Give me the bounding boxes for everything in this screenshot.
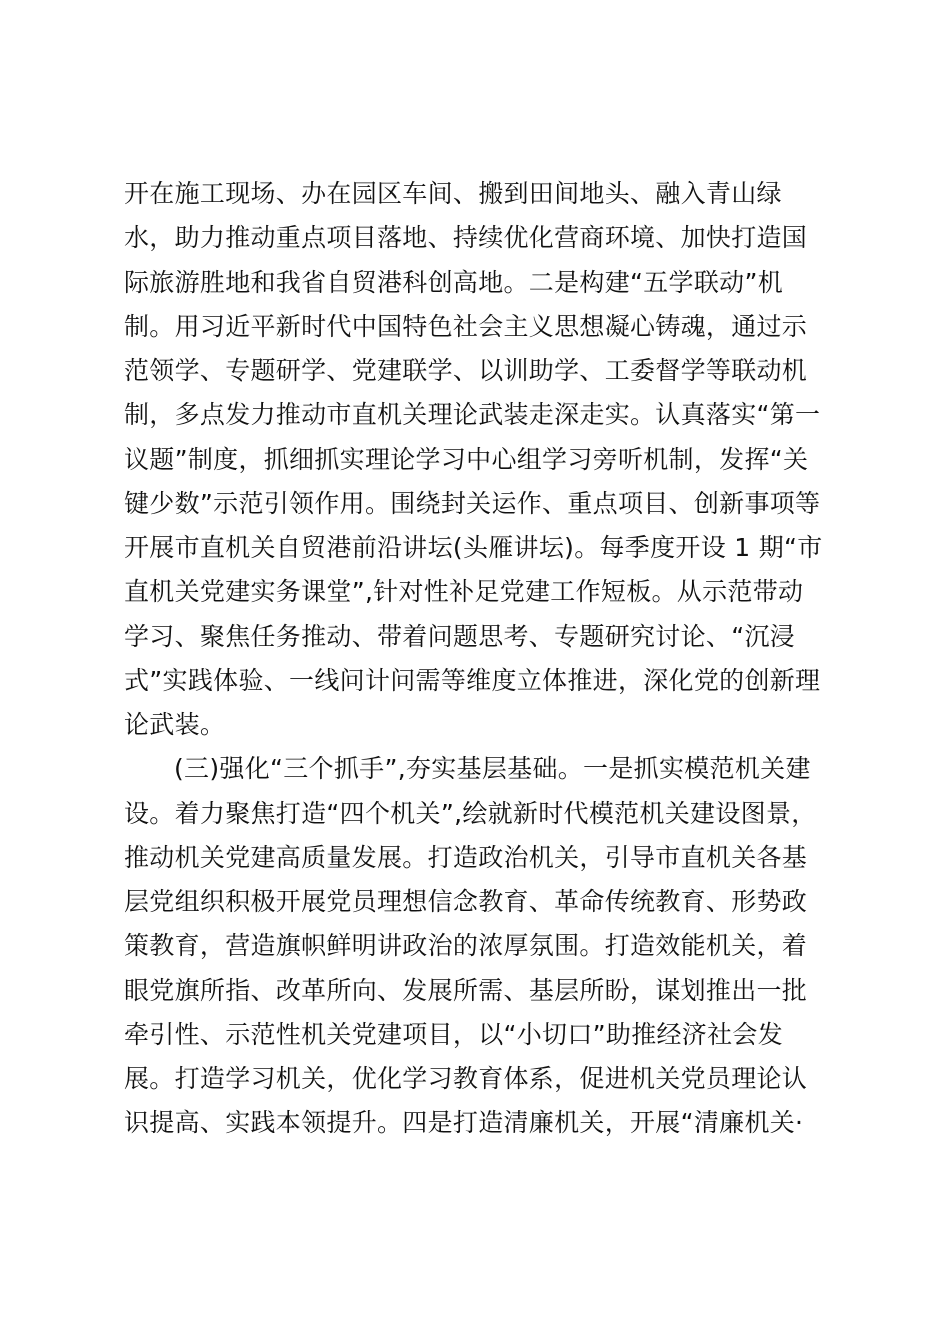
text-line-17: 层党组织积极开展党员理想信念教育、革命传统教育、形势政 [124, 887, 808, 916]
text-line-18: 策教育，营造旗帜鲜明讲政治的浓厚氛围。打造效能机关，着 [124, 931, 808, 961]
text-line-7: 议题”制度，抓细抓实理论学习中心组学习旁听机制，发挥“关 [124, 444, 809, 474]
text-line-19: 眼党旗所指、改革所向、发展所需、基层所盼，谋划推出一批 [124, 975, 808, 1005]
text-line-4: 制。用习近平新时代中国特色社会主义思想凝心铸魂，通过示 [124, 311, 808, 341]
text-line-21: 展。打造学习机关，优化学习教育体系，促进机关党员理论认 [124, 1064, 808, 1093]
text-line-12: 式”实践体验、一线问计问需等维度立体推进，深化党的创新理 [124, 665, 821, 695]
text-line-3: 际旅游胜地和我省自贸港科创高地。二是构建“五学联动”机 [124, 267, 784, 297]
text-line-1: 开在施工现场、办在园区车间、搬到田间地头、融入青山绿 [124, 179, 782, 208]
body-text [124, 172, 844, 1146]
text-line-22: 识提高、实践本领提升。四是打造清廉机关，开展“清廉机关· [124, 1108, 804, 1138]
text-line-11: 学习、聚焦任务推动、带着问题思考、专题研究讨论、“沉浸 [124, 621, 796, 651]
text-line-8: 键少数”示范引领作用。围绕封关运作、重点项目、创新事项等 [124, 488, 821, 518]
text-line-15: 设。着力聚焦打造“四个机关”,绘就新时代模范机关建设图景， [124, 798, 817, 828]
text-line-10: 直机关党建实务课堂”,针对性补足党建工作短板。从示范带动 [124, 577, 804, 607]
text-line-2: 水，助力推动重点项目落地、持续优化营商环境、加快打造国 [124, 223, 808, 253]
text-line-16: 推动机关党建高质量发展。打造政治机关，引导市直机关各基 [124, 842, 808, 872]
text-line-5: 范领学、专题研学、党建联学、以训助学、工委督学等联动机 [124, 356, 808, 385]
text-line-9: 开展市直机关自贸港前沿讲坛(头雁讲坛)。每季度开设 1 期“市 [124, 533, 823, 562]
text-line-14: (三)强化“三个抓手”,夯实基层基础。一是抓实模范机关建 [174, 754, 811, 784]
text-line-13: 论武装。 [124, 710, 226, 739]
text-line-6: 制，多点发力推动市直机关理论武装走深走实。认真落实“第一 [124, 400, 821, 430]
text-line-20: 牵引性、示范性机关党建项目，以“小切口”助推经济社会发 [124, 1019, 784, 1049]
